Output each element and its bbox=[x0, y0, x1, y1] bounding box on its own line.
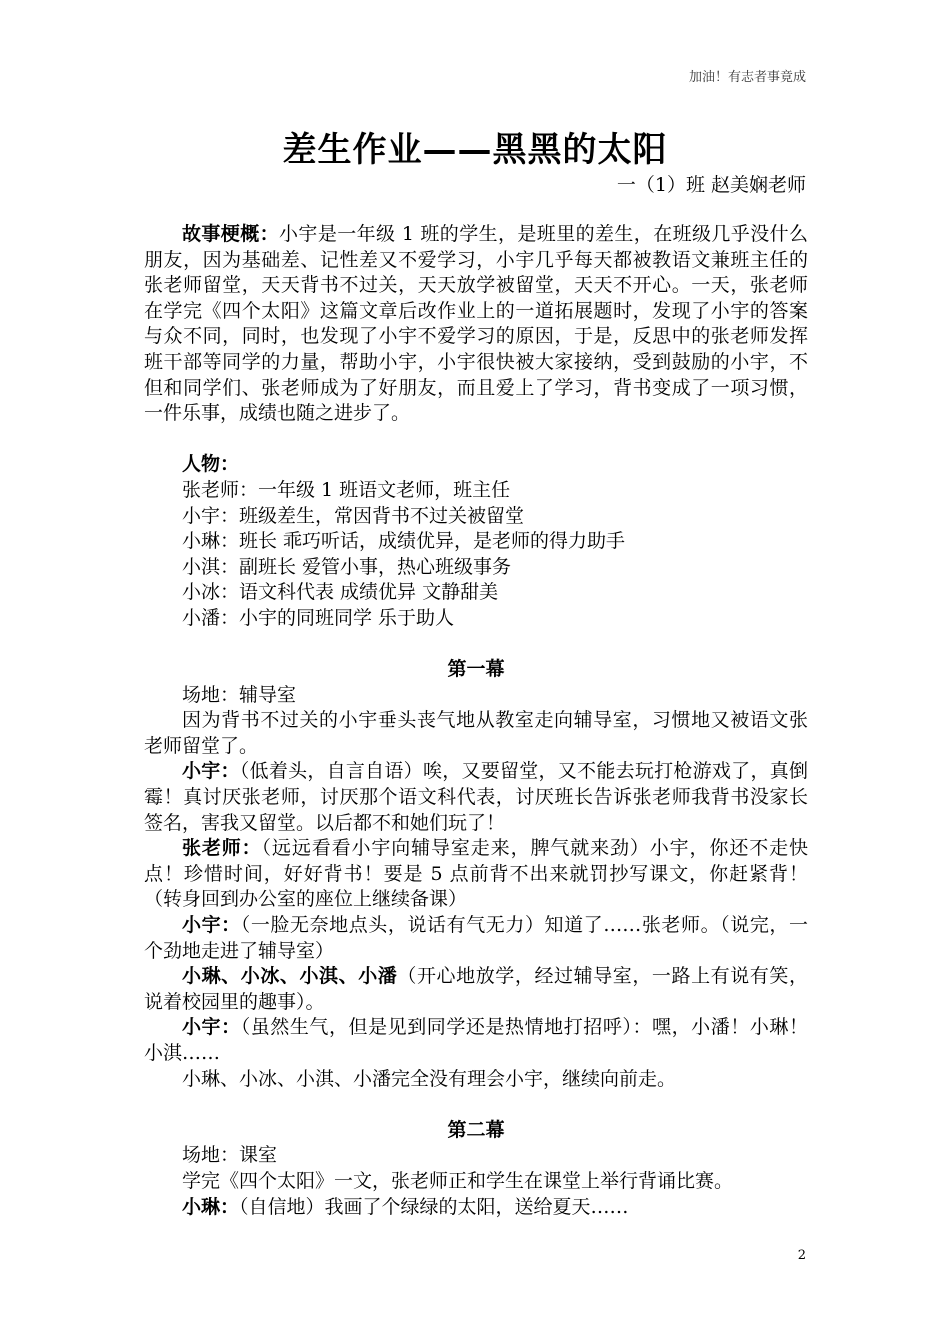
act2-scene: 场地：课室 bbox=[182, 1144, 278, 1167]
character-item: 小冰：语文科代表 成绩优异 文静甜美 bbox=[182, 581, 499, 604]
dialogue-line: 小琳：（自信地）我画了个绿绿的太阳，送给夏天…… bbox=[182, 1195, 629, 1218]
dialogue-line: 小宇：（虽然生气，但是见到同学还是热情地打招呼）：嘿，小潘！小琳！小淇…… bbox=[144, 1016, 808, 1064]
act1-intro: 因为背书不过关的小宇垂头丧气地从教室走向辅导室，习惯地又被语文张老师留堂了。 bbox=[144, 709, 808, 757]
dialogue-line: 小宇：（低着头，自言自语）唉，又要留堂，又不能去玩打枪游戏了，真倒霉！真讨厌张老师，讨厌那个语文科代表，讨厌班长告诉张老师我背书没家长签名，害我又留堂。以后都不和她们玩了！ bbox=[144, 760, 808, 834]
dialogue-line: 张老师：（远远看看小宇向辅导室走来，脾气就来劲）小宇，你还不走快点！珍惜时间，好好背书！要是 5 点前背不出来就罚抄写课文，你赶紧背！（转身回到办公室的座位上继续备课） bbox=[144, 837, 808, 911]
character-item: 张老师：一年级 1 班语文老师，班主任 bbox=[182, 478, 511, 501]
speaker: 小宇： bbox=[182, 914, 241, 937]
synopsis-text: 小宇是一年级 1 班的学生，是班里的差生，在班级几乎没什么朋友，因为基础差、记性差又不爱学习，小宇几乎每天都被教语文兼班主任的张老师留堂，天天背书不过关，天天放学被留堂，天天不开心。一天，张老师在学完《四个太阳》这篇文章后改作业上的一道拓展题时，发现了小宇的答案与众不同，同时，也发现了小宇不爱学习的原因，于是，反思中的张老师发挥班干部等同学的力量，帮助小宇，小宇很快被大家接纳，受到鼓励的小宇，不但和同学们、张老师成为了好朋友，而且爱上了学习，背书变成了一项习惯，一件乐事，成绩也随之进步了。 bbox=[144, 223, 808, 425]
header-note: 加油！有志者事竟成 bbox=[688, 70, 806, 85]
document-author: 一（1）班 赵美娴老师 bbox=[616, 174, 806, 196]
document-body bbox=[144, 222, 808, 1220]
speaker: 小琳： bbox=[182, 1195, 240, 1218]
character-item: 小琳：班长 乖巧听话，成绩优异，是老师的得力助手 bbox=[182, 530, 626, 553]
document-title: 差生作业——黑黑的太阳 bbox=[282, 130, 668, 170]
act2-title: 第二幕 bbox=[447, 1118, 505, 1141]
speaker: 小宇： bbox=[182, 760, 240, 783]
characters-label: 人物： bbox=[182, 453, 240, 476]
act2-intro: 学完《四个太阳》一文，张老师正和学生在课堂上举行背诵比赛。 bbox=[182, 1169, 734, 1192]
character-item: 小淇：副班长 爱管小事，热心班级事务 bbox=[182, 555, 512, 578]
act1-scene: 场地：辅导室 bbox=[182, 683, 297, 706]
dialogue-line: 小琳、小冰、小淇、小潘（开心地放学，经过辅导室，一路上有说有笑，说着校园里的趣事）。 bbox=[144, 965, 808, 1013]
page-number: 2 bbox=[797, 1248, 806, 1263]
character-item: 小潘：小宇的同班同学 乐于助人 bbox=[182, 606, 455, 629]
act1-outro: 小琳、小冰、小淇、小潘完全没有理会小宇，继续向前走。 bbox=[182, 1067, 677, 1090]
speaker: 小宇： bbox=[182, 1016, 241, 1039]
act1-title: 第一幕 bbox=[447, 658, 505, 681]
synopsis-label: 故事梗概： bbox=[182, 223, 280, 245]
synopsis-paragraph bbox=[144, 222, 808, 427]
speaker: 小琳、小冰、小淇、小潘 bbox=[182, 965, 398, 988]
speaker: 张老师： bbox=[182, 837, 262, 860]
dialogue-line: 小宇：（一脸无奈地点头，说话有气无力）知道了……张老师。（说完，一个劲地走进了辅导室） bbox=[144, 914, 808, 962]
character-item: 小宇：班级差生，常因背书不过关被留堂 bbox=[182, 504, 525, 527]
